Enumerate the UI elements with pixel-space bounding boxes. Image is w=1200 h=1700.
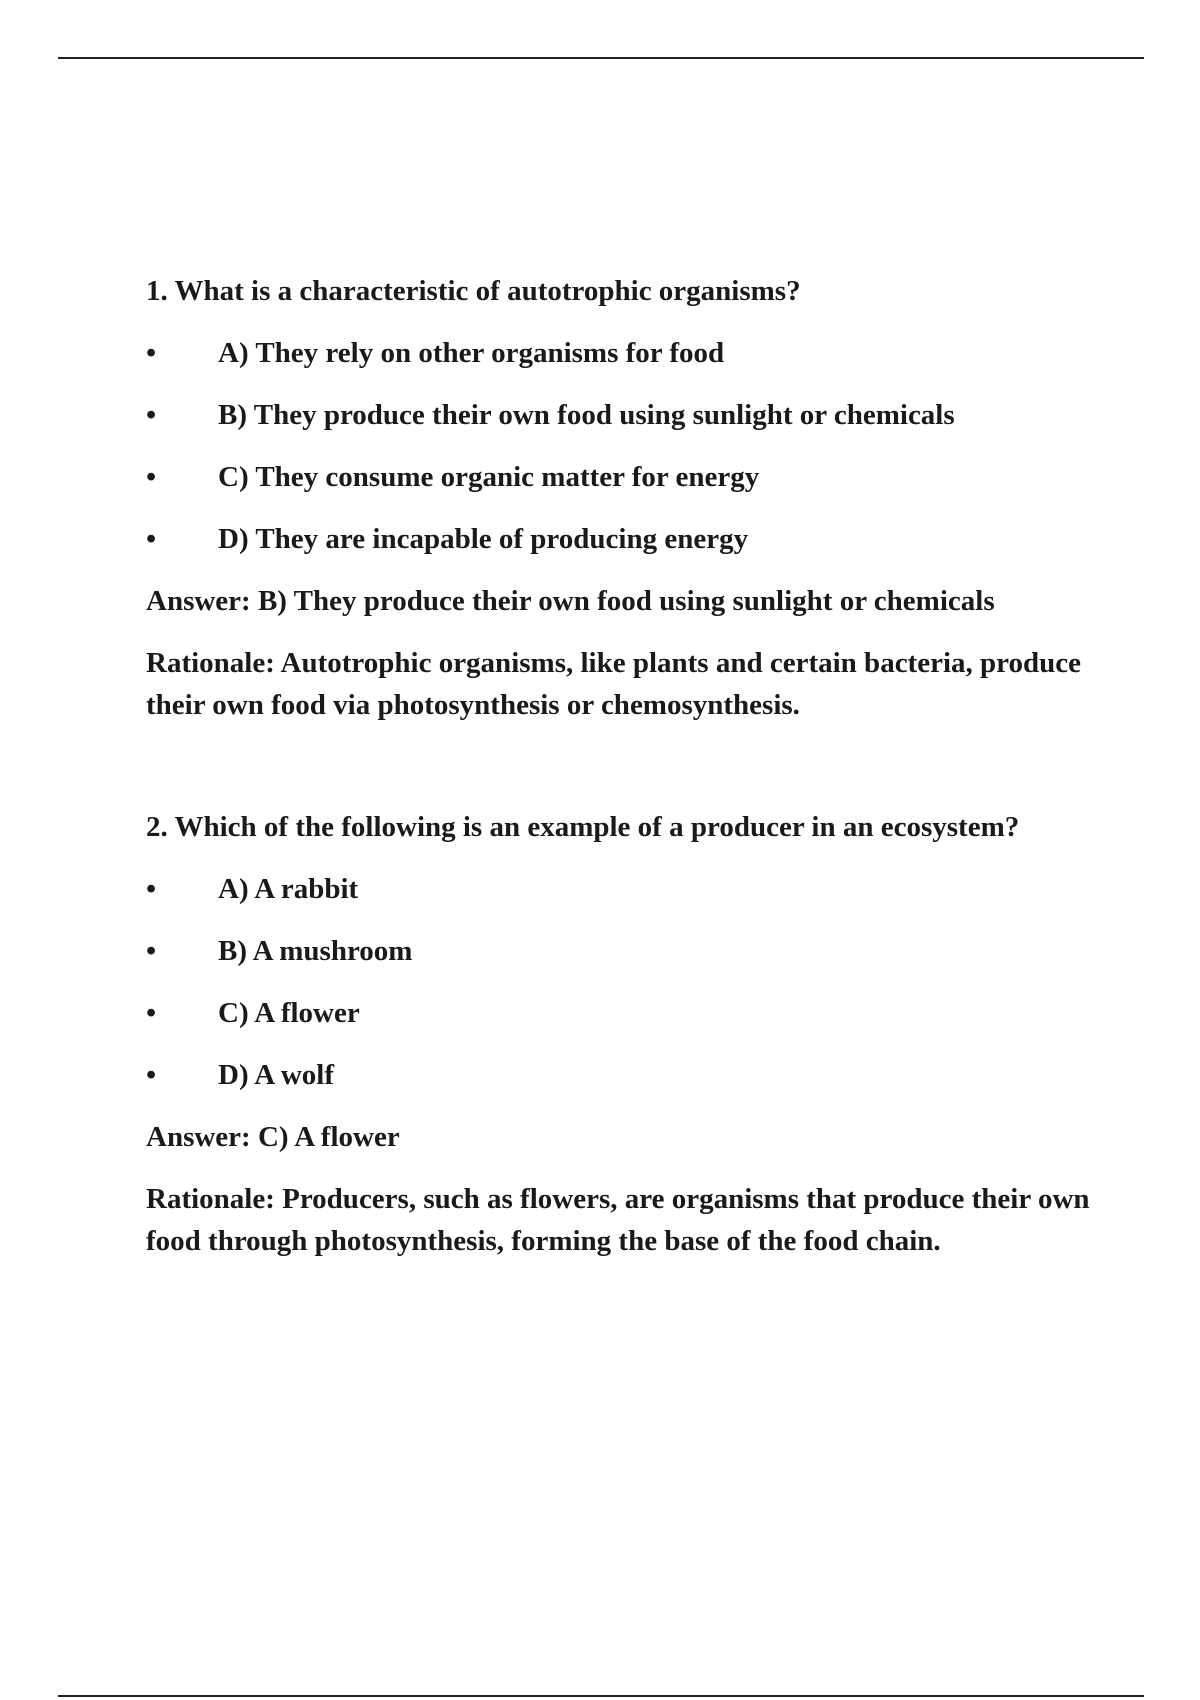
option-text: A) A rabbit [218, 873, 359, 905]
bullet-icon: • [146, 461, 157, 493]
option-text: A) They rely on other organisms for food [218, 337, 725, 369]
question-prompt: 2. Which of the following is an example of a producer in an ecosystem? [146, 811, 1020, 843]
option-c [146, 456, 1096, 498]
header-rule [58, 57, 1144, 59]
option-text: B) They produce their own food using sunlight or chemicals [218, 399, 955, 431]
option-text: C) They consume organic matter for energy [218, 461, 760, 493]
option-text: D) They are incapable of producing energy [218, 523, 749, 555]
bullet-icon: • [146, 997, 157, 1029]
bullet-icon: • [146, 935, 157, 967]
option-text: D) A wolf [218, 1059, 334, 1091]
document-body [146, 270, 1096, 1262]
option-b [146, 930, 1096, 972]
question-block-1 [146, 270, 1096, 726]
option-a [146, 332, 1096, 374]
answer-text: Answer: B) They produce their own food using sunlight or chemicals [146, 585, 995, 617]
bullet-icon: • [146, 523, 157, 555]
question-prompt: 1. What is a characteristic of autotrophic organisms? [146, 275, 801, 307]
bullet-icon: • [146, 873, 157, 905]
bullet-icon: • [146, 399, 157, 431]
answer-text: Answer: C) A flower [146, 1121, 400, 1153]
option-list [146, 868, 1096, 1096]
question-block-2 [146, 806, 1096, 1262]
section-spacer [146, 726, 1096, 806]
option-b [146, 394, 1096, 436]
bullet-icon: • [146, 1059, 157, 1091]
option-list [146, 332, 1096, 560]
rationale-text: Rationale: Autotrophic organisms, like plants and certain bacteria, produce their own food via photosynthesis or chemosynthesis. [146, 647, 1081, 721]
bullet-icon: • [146, 337, 157, 369]
rationale-text: Rationale: Producers, such as flowers, are organisms that produce their own food through photosynthesis, forming the base of the food chain. [146, 1183, 1090, 1257]
option-a [146, 868, 1096, 910]
option-c [146, 992, 1096, 1034]
option-text: C) A flower [218, 997, 360, 1029]
option-d [146, 1054, 1096, 1096]
option-text: B) A mushroom [218, 935, 413, 967]
footer-rule [58, 1695, 1144, 1697]
option-d [146, 518, 1096, 560]
